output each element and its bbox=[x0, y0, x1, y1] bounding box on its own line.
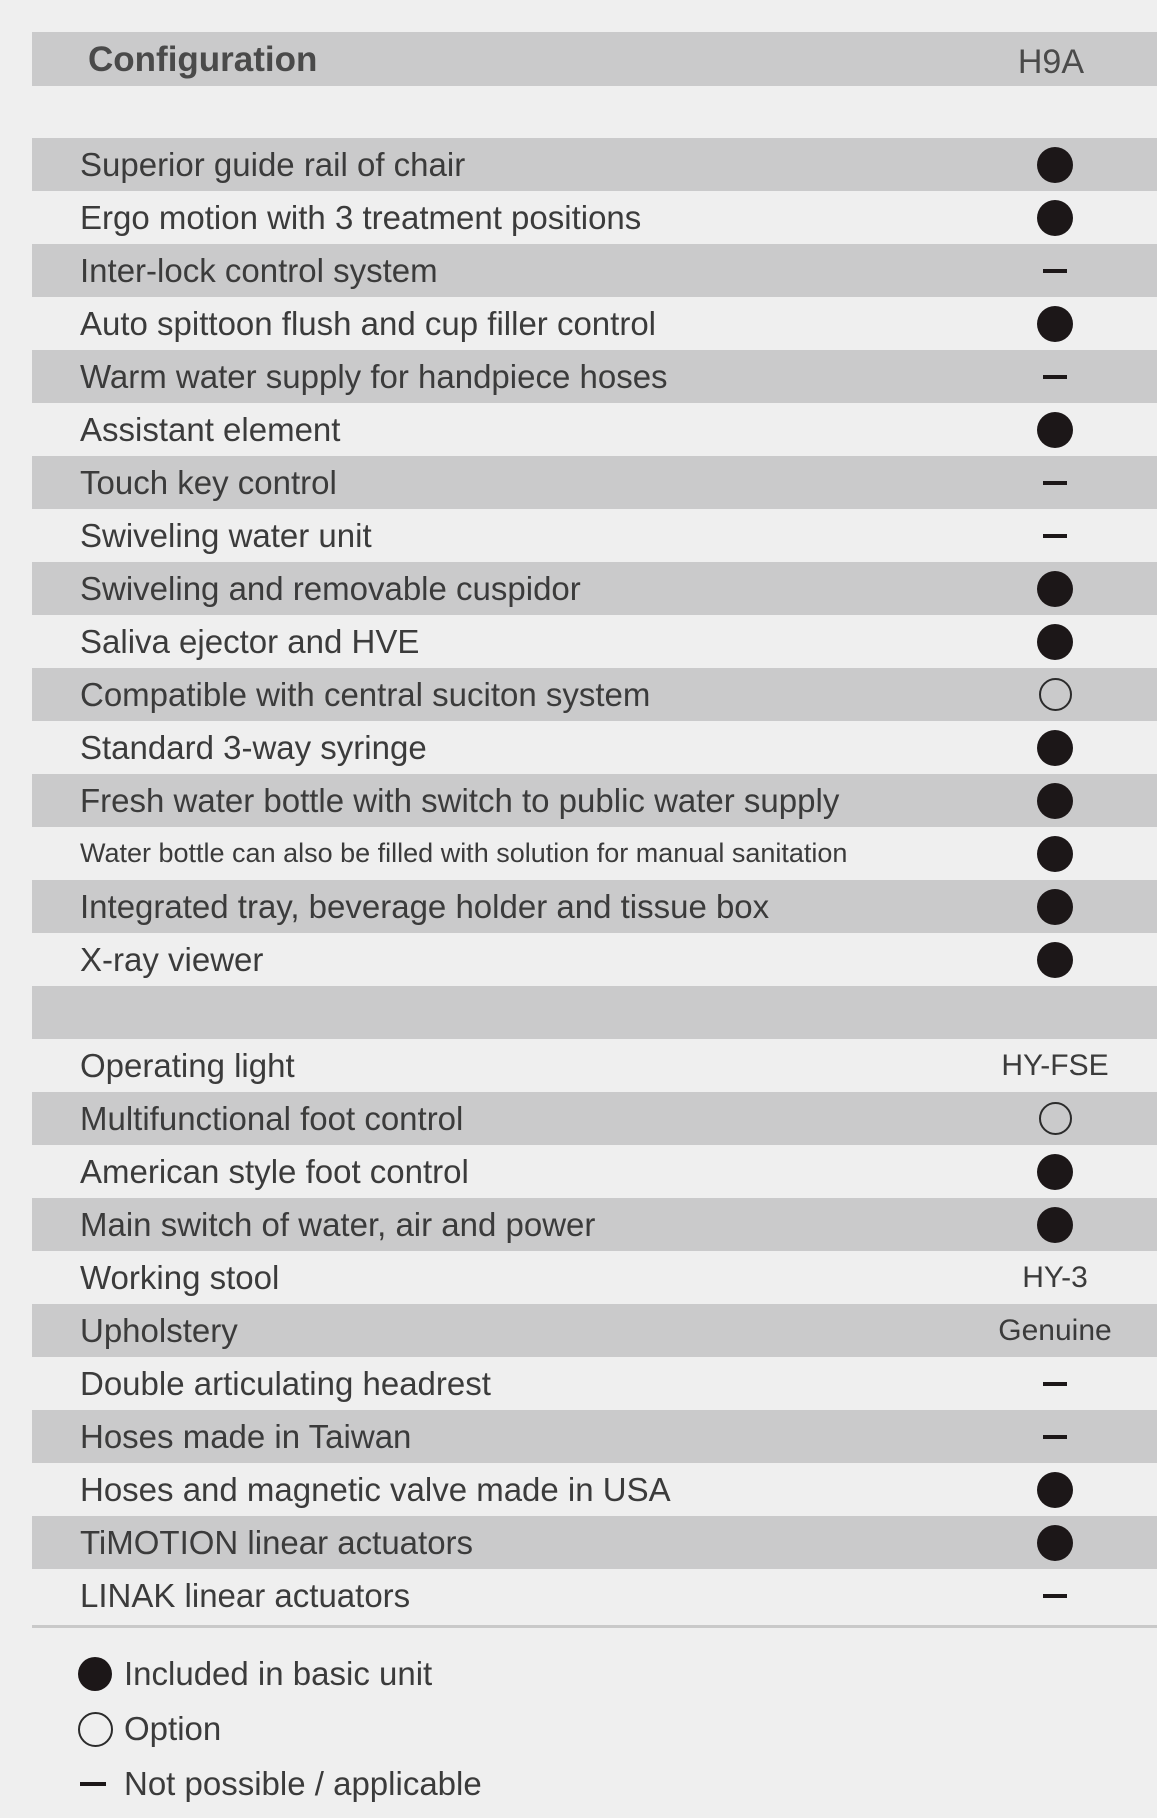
row-label: Double articulating headrest bbox=[80, 1365, 491, 1402]
table-row bbox=[32, 933, 1157, 986]
legend-symbol bbox=[78, 1654, 118, 1694]
row-value: HY-FSE bbox=[1001, 1048, 1109, 1082]
legend-text: Option bbox=[124, 1710, 222, 1747]
row-value bbox=[968, 509, 1142, 562]
dash-icon bbox=[1043, 269, 1067, 273]
row-value bbox=[968, 1145, 1142, 1198]
row-value bbox=[968, 191, 1142, 244]
row-label: Operating light bbox=[80, 1047, 295, 1084]
filled-circle-icon bbox=[1037, 1207, 1073, 1243]
dash-icon bbox=[1043, 1594, 1067, 1598]
row-value bbox=[968, 1198, 1142, 1251]
row-label: TiMOTION linear actuators bbox=[80, 1524, 474, 1561]
filled-circle-icon bbox=[1037, 783, 1073, 819]
table-divider bbox=[32, 1625, 1157, 1628]
open-circle-icon bbox=[78, 1712, 113, 1747]
row-label: Compatible with central suciton system bbox=[80, 676, 651, 713]
table-row bbox=[32, 1304, 1157, 1357]
legend-symbol bbox=[78, 1709, 118, 1749]
table-row bbox=[32, 297, 1157, 350]
row-value bbox=[968, 721, 1142, 774]
model-name: H9A bbox=[1017, 43, 1084, 81]
row-label: LINAK linear actuators bbox=[80, 1577, 411, 1614]
table-row bbox=[32, 1357, 1157, 1410]
filled-circle-icon bbox=[1037, 1154, 1073, 1190]
filled-circle-icon bbox=[1037, 942, 1073, 978]
table-row bbox=[32, 1092, 1157, 1145]
table-title: Configuration bbox=[88, 40, 318, 79]
row-label: Working stool bbox=[80, 1259, 280, 1296]
row-value bbox=[968, 1569, 1142, 1622]
table-row bbox=[32, 721, 1157, 774]
row-label: American style foot control bbox=[80, 1153, 469, 1190]
legend-text: Included in basic unit bbox=[124, 1655, 433, 1692]
table-row bbox=[32, 509, 1157, 562]
open-circle-icon bbox=[1039, 1102, 1072, 1135]
filled-circle-icon bbox=[1037, 571, 1073, 607]
row-label: Assistant element bbox=[80, 411, 341, 448]
row-label: Swiveling and removable cuspidor bbox=[80, 570, 581, 607]
table-row bbox=[32, 562, 1157, 615]
filled-circle-icon bbox=[1037, 412, 1073, 448]
row-value bbox=[968, 1516, 1142, 1569]
filled-circle-icon bbox=[1037, 1472, 1073, 1508]
row-value bbox=[968, 1463, 1142, 1516]
row-label: Touch key control bbox=[80, 464, 337, 501]
row-value bbox=[968, 615, 1142, 668]
table-row bbox=[32, 191, 1157, 244]
filled-circle-icon bbox=[1037, 730, 1073, 766]
row-label: Superior guide rail of chair bbox=[80, 146, 466, 183]
row-label: Ergo motion with 3 treatment positions bbox=[80, 199, 642, 236]
row-label: Hoses made in Taiwan bbox=[80, 1418, 412, 1455]
legend-item bbox=[78, 1706, 221, 1752]
row-value bbox=[968, 297, 1142, 350]
row-label: X-ray viewer bbox=[80, 941, 264, 978]
row-label: Water bottle can also be filled with solution for manual sanitation bbox=[80, 838, 848, 868]
row-label: Standard 3-way syringe bbox=[80, 729, 427, 766]
row-label: Multifunctional foot control bbox=[80, 1100, 464, 1137]
row-value bbox=[968, 403, 1142, 456]
filled-circle-icon bbox=[1037, 147, 1073, 183]
row-value: HY-3 bbox=[1022, 1260, 1088, 1294]
row-label: Inter-lock control system bbox=[80, 252, 438, 289]
row-value bbox=[968, 1092, 1142, 1145]
row-value: Genuine bbox=[998, 1313, 1112, 1347]
table-row bbox=[32, 1145, 1157, 1198]
row-value bbox=[968, 456, 1142, 509]
row-value bbox=[968, 933, 1142, 986]
filled-circle-icon bbox=[1037, 200, 1073, 236]
table-row bbox=[32, 1410, 1157, 1463]
table-row bbox=[32, 456, 1157, 509]
table-row bbox=[32, 880, 1157, 933]
row-value bbox=[968, 350, 1142, 403]
table-row bbox=[32, 403, 1157, 456]
legend-item bbox=[78, 1651, 432, 1697]
dash-icon bbox=[1043, 1382, 1067, 1386]
filled-circle-icon bbox=[1037, 836, 1073, 872]
dash-icon bbox=[1043, 375, 1067, 379]
row-label: Auto spittoon flush and cup filler control bbox=[80, 305, 657, 342]
row-value bbox=[968, 668, 1142, 721]
filled-circle-icon bbox=[1037, 1525, 1073, 1561]
dash-icon bbox=[80, 1782, 106, 1786]
table-row bbox=[32, 350, 1157, 403]
row-label: Warm water supply for handpiece hoses bbox=[80, 358, 668, 395]
table-row bbox=[32, 1516, 1157, 1569]
dash-icon bbox=[1043, 534, 1067, 538]
row-label: Integrated tray, beverage holder and tissue box bbox=[80, 888, 770, 925]
row-value bbox=[968, 1410, 1142, 1463]
table-row bbox=[32, 668, 1157, 721]
table-row bbox=[32, 244, 1157, 297]
table-row bbox=[32, 138, 1157, 191]
filled-circle-icon bbox=[1037, 889, 1073, 925]
row-label: Hoses and magnetic valve made in USA bbox=[80, 1471, 671, 1508]
row-label: Upholstery bbox=[80, 1312, 238, 1349]
legend-symbol bbox=[78, 1764, 118, 1804]
table-row bbox=[32, 774, 1157, 827]
legend-text: Not possible / applicable bbox=[124, 1765, 482, 1802]
table-row bbox=[32, 1569, 1157, 1622]
table-row bbox=[32, 1198, 1157, 1251]
row-label: Main switch of water, air and power bbox=[80, 1206, 596, 1243]
row-value bbox=[968, 1357, 1142, 1410]
legend-item bbox=[78, 1761, 482, 1807]
table-row bbox=[32, 1251, 1157, 1304]
row-value bbox=[968, 774, 1142, 827]
dash-icon bbox=[1043, 1435, 1067, 1439]
row-value bbox=[968, 562, 1142, 615]
table-row bbox=[32, 1039, 1157, 1092]
filled-circle-icon bbox=[1037, 306, 1073, 342]
row-value bbox=[968, 138, 1142, 191]
row-value bbox=[968, 880, 1142, 933]
table-row bbox=[32, 1463, 1157, 1516]
filled-circle-icon bbox=[1037, 624, 1073, 660]
row-label: Saliva ejector and HVE bbox=[80, 623, 420, 660]
row-label: Fresh water bottle with switch to public water supply bbox=[80, 782, 840, 819]
table-spacer-row bbox=[32, 986, 1157, 1039]
row-value bbox=[968, 827, 1142, 880]
table-row bbox=[32, 827, 1157, 880]
dash-icon bbox=[1043, 481, 1067, 485]
row-value bbox=[968, 244, 1142, 297]
filled-circle-icon bbox=[78, 1657, 112, 1691]
row-label: Swiveling water unit bbox=[80, 517, 372, 554]
table-row bbox=[32, 615, 1157, 668]
open-circle-icon bbox=[1039, 678, 1072, 711]
